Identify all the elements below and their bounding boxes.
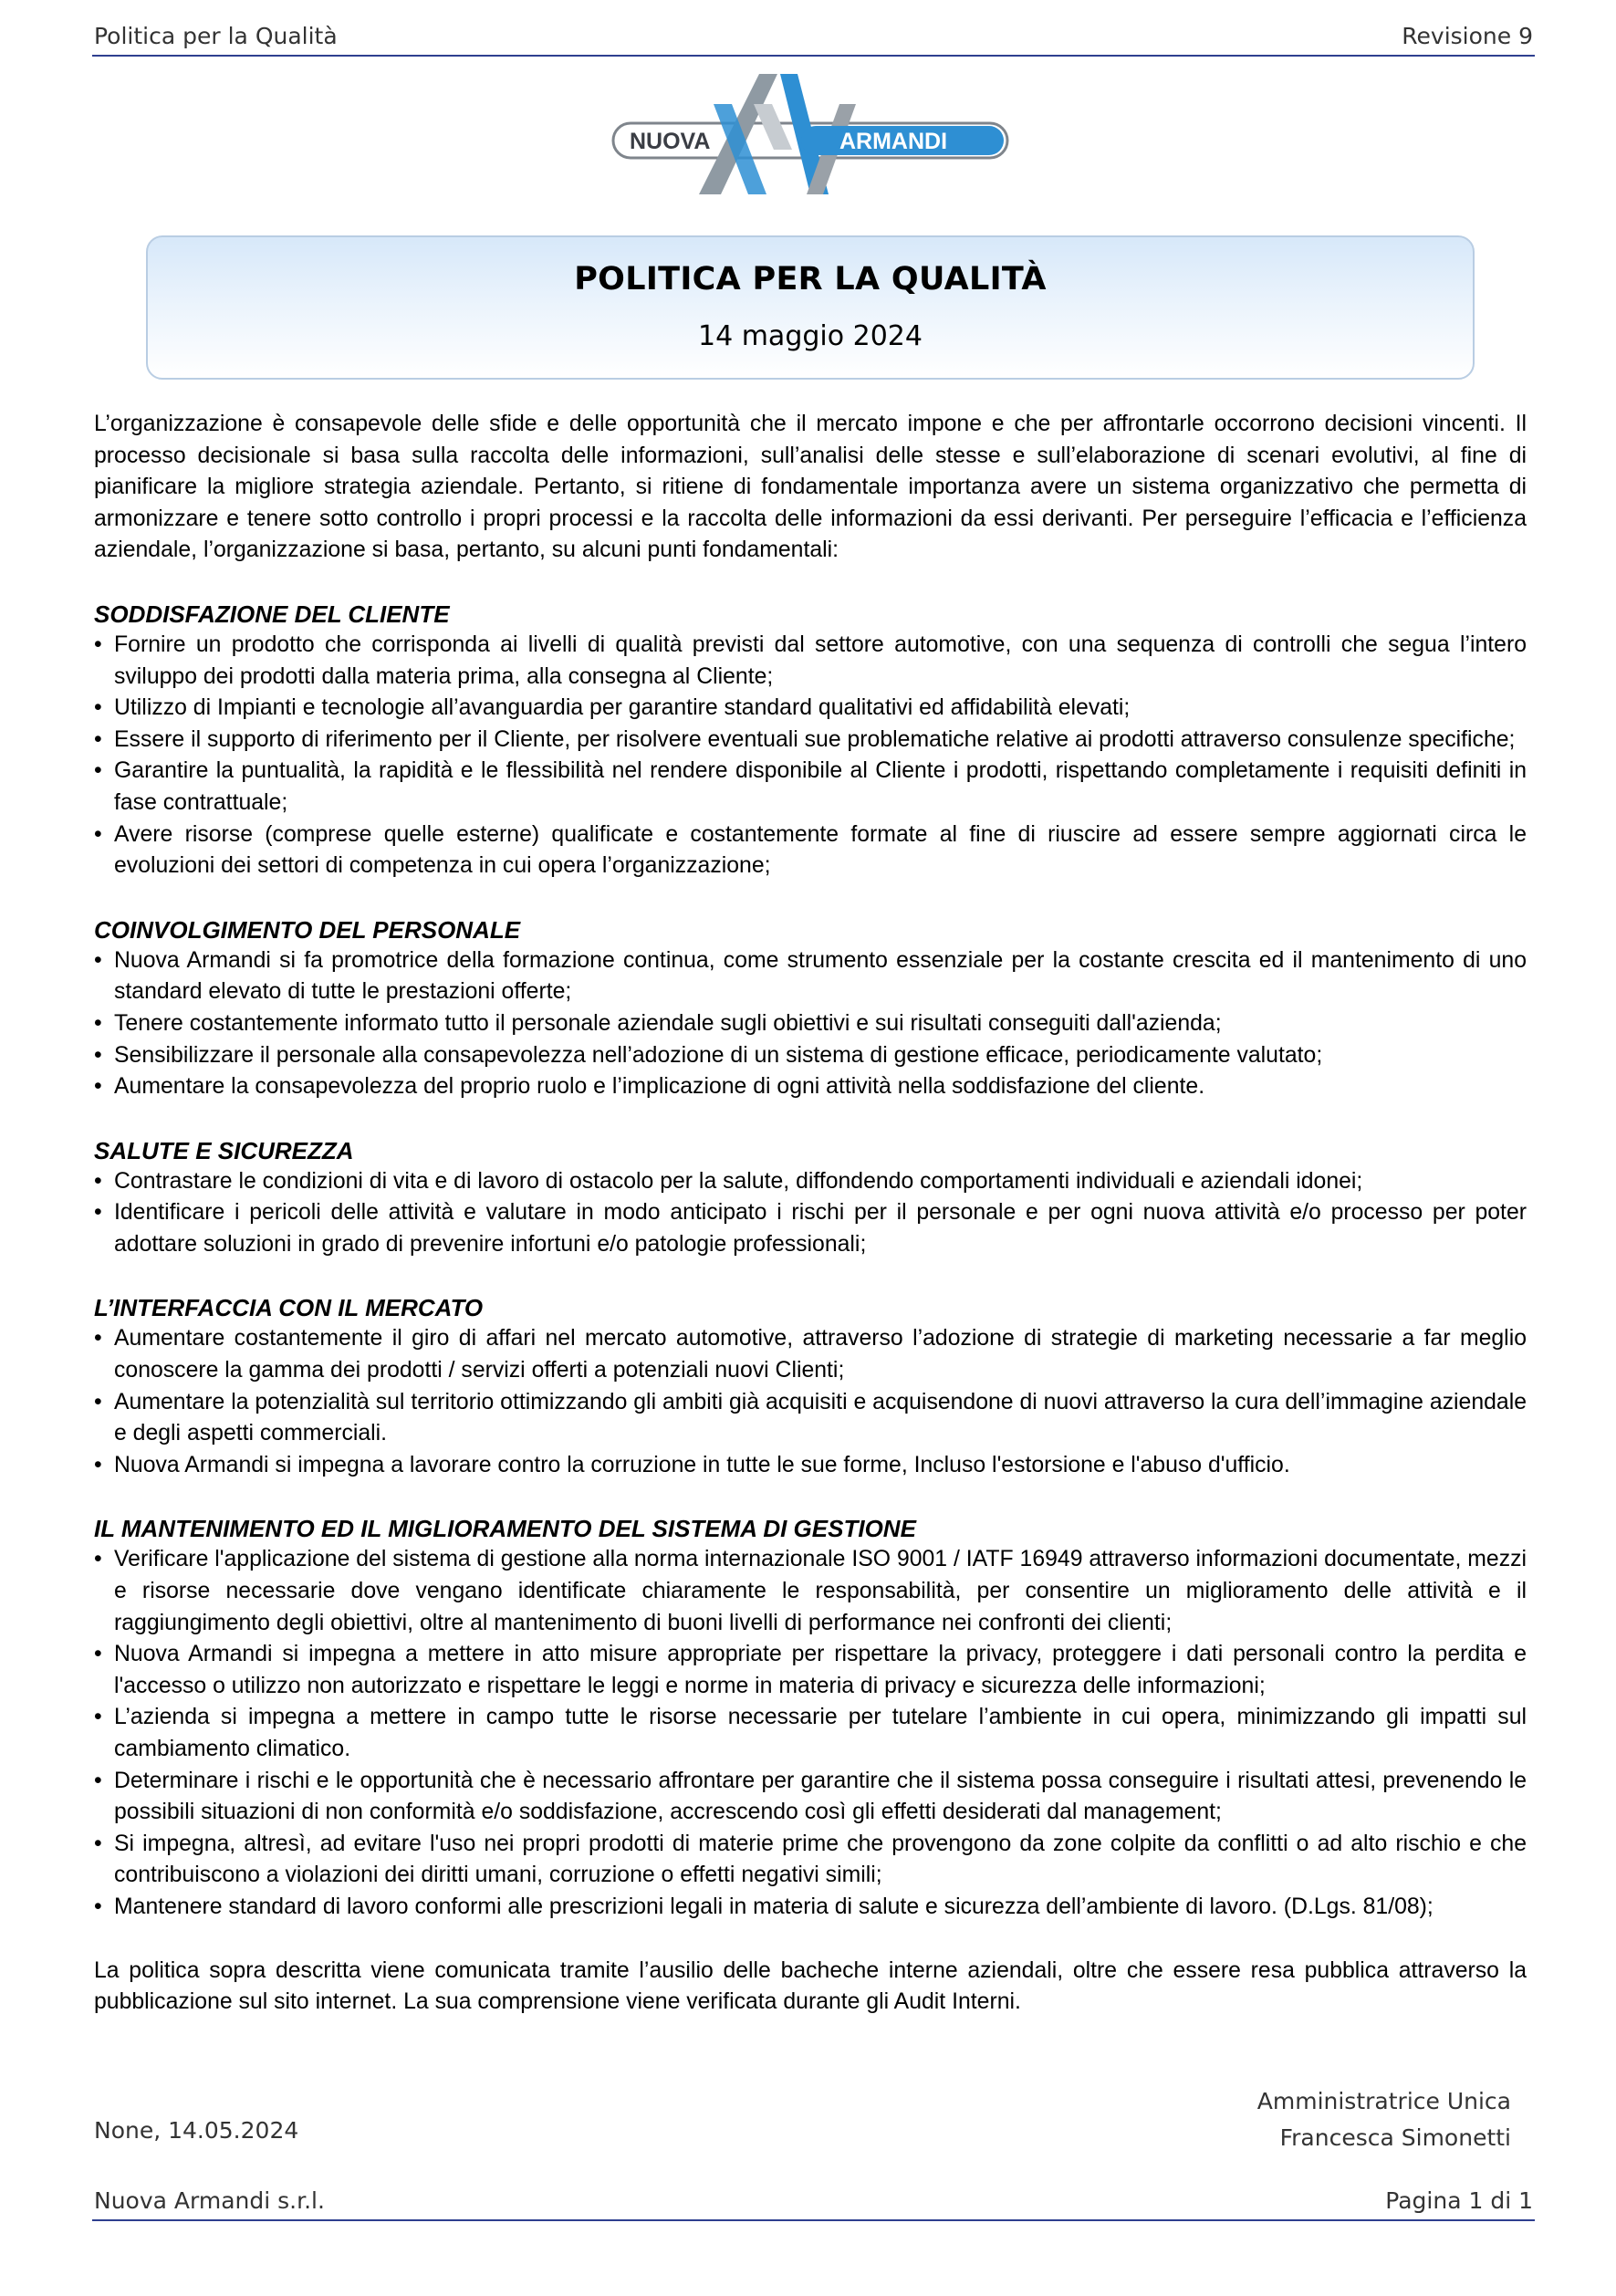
bullet-icon: • [94, 1326, 102, 1352]
bullet-icon: • [94, 758, 102, 784]
section-title: SALUTE E SICUREZZA [94, 1136, 354, 1164]
bullet-icon: • [94, 1200, 102, 1226]
bullet-icon: • [94, 1705, 102, 1730]
signer-name: Francesca Simonetti [1279, 2124, 1511, 2151]
section-title: SODDISFAZIONE DEL CLIENTE [94, 600, 450, 628]
page-footer [92, 2181, 1535, 2221]
list-item [94, 945, 1527, 1008]
bullet-icon: • [94, 1547, 102, 1572]
list-item-text: Fornire un prodotto che corrisponda ai livelli di qualità previsti dal settore automotive, con una sequenza di controlli che segua l’intero sviluppo dei prodotti dalla materia prima, alla consegna al Cliente; [114, 631, 1527, 689]
bullet-icon: • [94, 631, 102, 657]
bullet-icon: • [94, 1010, 102, 1036]
bullet-icon: • [94, 1452, 102, 1477]
title-box [146, 235, 1475, 380]
list-item-text: Garantire la puntualità, la rapidità e le flessibilità nel rendere disponibile al Cliente i prodotti, rispettando completamente i requisiti definiti in fase contrattuale; [114, 758, 1527, 815]
logo-text-nuova: NUOVA [630, 129, 711, 154]
list-item [94, 1323, 1527, 1386]
list-item [94, 1166, 1527, 1198]
list-item [94, 630, 1527, 693]
policy-sections [94, 599, 1527, 1924]
bullet-icon: • [94, 1642, 102, 1667]
list-item-text: L’azienda si impegna a mettere in campo tutte le risorse necessarie per tutelare l’ambiente in cui opera, minimizzando gli impatti sul cambiamento climatico. [114, 1705, 1527, 1761]
list-item [94, 1071, 1527, 1103]
document-heading: POLITICA PER LA QUALITÀ [574, 261, 1047, 297]
list-item-text: Aumentare la consapevolezza del proprio ruolo e l’implicazione di ogni attività nella soddisfazione del cliente. [114, 1074, 1205, 1100]
document-date: 14 maggio 2024 [698, 320, 923, 352]
list-item [94, 1544, 1527, 1639]
section-title: IL MANTENIMENTO ED IL MIGLIORAMENTO DEL SISTEMA DI GESTIONE [94, 1515, 916, 1543]
page-header [92, 18, 1535, 57]
bullet-icon: • [94, 1168, 102, 1194]
closing-paragraph: La politica sopra descritta viene comunicata tramite l’ausilio delle bacheche interne aziendali, oltre che essere resa pubblica attraverso la pubblicazione sul sito internet. La sua comprensione viene verificata durante gli Audit Interni. [94, 1957, 1527, 2015]
list-item-text: Sensibilizzare il personale alla consapevolezza nell’adozione di un sistema di gestione efficace, periodicamente valutato; [114, 1042, 1323, 1068]
list-item [94, 756, 1527, 819]
signature-block [1257, 2083, 1511, 2156]
bullet-icon: • [94, 1074, 102, 1100]
list-item-text: Aumentare la potenzialità sul territorio ottimizzando gli ambiti già acquisiti e acquisendone di nuovi attraverso la cura dell’immagine aziendale e degli aspetti commerciali. [114, 1389, 1527, 1446]
list-item-text: Nuova Armandi si impegna a lavorare contro la corruzione in tutte le sue forme, Incluso l'estorsione e l'abuso d'ufficio. [114, 1452, 1290, 1477]
section-title: COINVOLGIMENTO DEL PERSONALE [94, 915, 521, 944]
list-item [94, 1197, 1527, 1260]
footer-page-number: Pagina 1 di 1 [1385, 2187, 1533, 2214]
bullet-icon: • [94, 1389, 102, 1414]
list-item [94, 1892, 1527, 1924]
list-item [94, 1829, 1527, 1892]
list-item [94, 1450, 1527, 1482]
list-item [94, 1639, 1527, 1702]
section-title: L’INTERFACCIA CON IL MERCATO [94, 1294, 484, 1322]
logo-text-armandi: ARMANDI [839, 129, 948, 154]
list-item-text: Determinare i rischi e le opportunità che è necessario affrontare per garantire che il sistema possa conseguire i risultati attesi, prevenendo le possibili situazioni di non conformità e/o soddisfazione, accrescendo così gli effetti desiderati dal management; [114, 1768, 1527, 1825]
bullet-icon: • [94, 947, 102, 973]
list-item [94, 1702, 1527, 1765]
bullet-icon: • [94, 1894, 102, 1919]
list-item-text: Essere il supporto di riferimento per il Cliente, per risolvere eventuali sue problematiche relative ai prodotti attraverso consulenze specifiche; [114, 726, 1516, 752]
list-item-text: Contrastare le condizioni di vita e di lavoro di ostacolo per la salute, diffondendo comportamenti individuali e aziendali idonei; [114, 1168, 1363, 1194]
bullet-icon: • [94, 695, 102, 721]
list-item-text: Si impegna, altresì, ad evitare l'uso nei propri prodotti di materie prime che provengono da zone colpite da conflitti o ad alto rischio e che contribuiscono a violazioni dei diritti umani, corruzione o effetti negativi simili; [114, 1831, 1527, 1888]
list-item-text: Nuova Armandi si impegna a mettere in atto misure appropriate per rispettare la privacy, proteggere i dati personali contro la perdita e l'accesso o utilizzo non autorizzato e rispettare le leggi e norme in materia di privacy e sicurezza delle informazioni; [114, 1642, 1527, 1698]
bullet-icon: • [94, 1042, 102, 1068]
bullet-icon: • [94, 1831, 102, 1856]
document-body [94, 409, 1527, 2019]
list-item-text: Aumentare costantemente il giro di affari nel mercato automotive, attraverso l’adozione di strategie di marketing necessarie a far meglio conoscere la gamma dei prodotti / servizi offerti a potenziali nuovi Clienti; [114, 1326, 1527, 1383]
header-document-title: Politica per la Qualità [94, 23, 338, 49]
section-list [94, 630, 1527, 882]
list-item [94, 1008, 1527, 1040]
list-item [94, 1040, 1527, 1072]
footer-company: Nuova Armandi s.r.l. [94, 2187, 325, 2214]
list-item [94, 1387, 1527, 1450]
list-item-text: Utilizzo di Impianti e tecnologie all’avanguardia per garantire standard qualitativi ed affidabilità elevati; [114, 695, 1131, 721]
list-item-text: Mantenere standard di lavoro conformi alle prescrizioni legali in materia di salute e sicurezza dell’ambiente di lavoro. (D.Lgs. 81/08); [114, 1894, 1434, 1919]
list-item [94, 819, 1527, 882]
list-item [94, 725, 1527, 757]
section-list [94, 945, 1527, 1103]
bullet-icon: • [94, 1768, 102, 1793]
header-revision: Revisione 9 [1402, 23, 1533, 49]
list-item-text: Tenere costantemente informato tutto il personale aziendale sugli obiettivi e sui risultati conseguiti dall'azienda; [114, 1010, 1222, 1036]
intro-paragraph: L’organizzazione è consapevole delle sfide e delle opportunità che il mercato impone e che per affrontarle occorrono decisioni vincenti. Il processo decisionale si basa sulla raccolta delle informazioni, sull’analisi delle stesse e sull’elaborazione di scenari evolutivi, al fine di pianificare la migliore strategia aziendale. Pertanto, si ritiene di fondamentale importanza avere un sistema organizzativo che permetta di armonizzare e tenere sotto controllo i propri processi e la raccolta delle informazioni da essi derivanti. Per perseguire l’efficacia e l’efficienza aziendale, l’organizzazione si basa, pertanto, su alcuni punti fondamentali: [94, 412, 1527, 563]
list-item [94, 693, 1527, 725]
bullet-icon: • [94, 821, 102, 847]
list-item-text: Identificare i pericoli delle attività e valutare in modo anticipato i rischi per il personale e per ogni nuova attività e/o processo per poter adottare soluzioni in grado di prevenire infortuni e/o patologie professionali; [114, 1200, 1527, 1257]
list-item-text: Nuova Armandi si fa promotrice della formazione continua, come strumento essenziale per la costante crescita ed il mantenimento di uno standard elevato di tutte le prestazioni offerte; [114, 947, 1527, 1005]
bullet-icon: • [94, 726, 102, 752]
signer-role: Amministratrice Unica [1256, 2088, 1511, 2114]
section-list [94, 1323, 1527, 1481]
list-item [94, 1766, 1527, 1829]
section-list [94, 1166, 1527, 1261]
section-list [94, 1544, 1527, 1923]
list-item-text: Verificare l'applicazione del sistema di gestione alla norma internazionale ISO 9001 / IATF 16949 attraverso informazioni documentate, mezzi e risorse necessarie dove vengano identificate chiaramente le responsabilità, per consentire un miglioramento delle attività e il raggiungimento degli obiettivi, oltre al mantenimento di buoni livelli di performance nei confronti dei clienti; [114, 1547, 1527, 1635]
place-date: None, 14.05.2024 [94, 2117, 299, 2144]
company-logo [611, 71, 1013, 208]
list-item-text: Avere risorse (comprese quelle esterne) qualificate e costantemente formate al fine di riuscire ad essere sempre aggiornati circa le evoluzioni dei settori di competenza in cui opera l’organizzazione; [114, 821, 1527, 879]
